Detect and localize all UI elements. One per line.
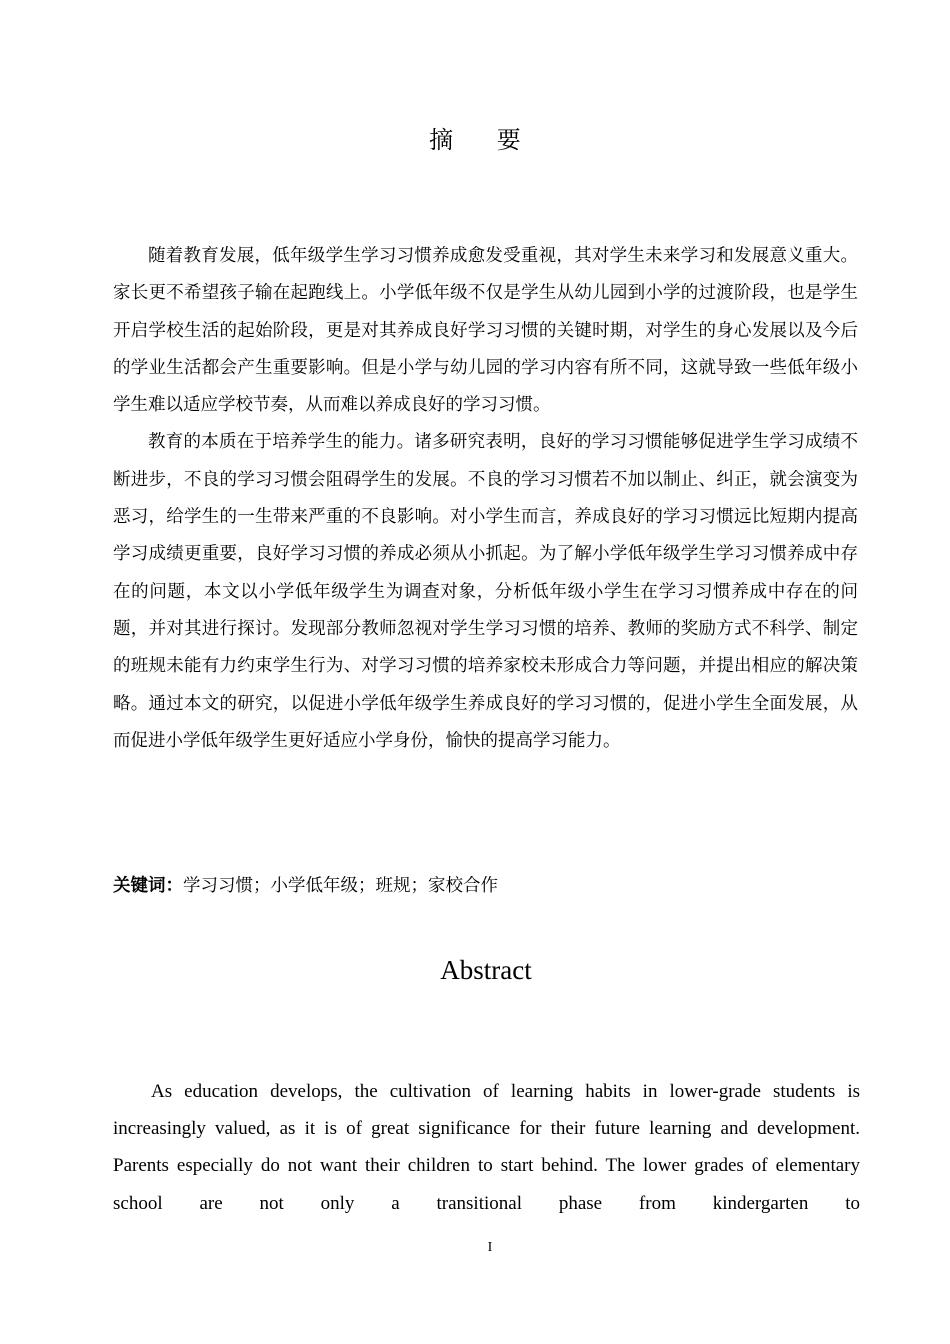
english-abstract-body (113, 1073, 860, 1222)
keywords-label: 关键词： (113, 876, 183, 896)
keywords-line (113, 868, 858, 905)
english-abstract-title: Abstract (440, 955, 532, 985)
page-number: I (487, 1240, 493, 1255)
chinese-abstract-paragraph-1: 随着教育发展，低年级学生学习习惯养成愈发受重视，其对学生未来学习和发展意义重大。家长更不希望孩子输在起跑线上。小学低年级不仅是学生从幼儿园到小学的过渡阶段，也是学生开启学校生活的起始阶段，更是对其养成良好学习习惯的关键时期，对学生的身心发展以及今后的学业生活都会产生重要影响。但是小学与幼儿园的学习内容有所不同，这就导致一些低年级小学生难以适应学校节奏，从而难以养成良好的学习习惯。 (113, 246, 858, 416)
english-abstract-paragraph: As education develops, the cultivation of learning habits in lower-grade students is increasingly valued, as it is of great significance for their future learning and development. Parents especially do not want their children to start behind. The lower grades of elementary school are not only a transitional phase from kindergarten to (113, 1081, 860, 1214)
chinese-abstract-body (113, 238, 858, 760)
keywords-text: 学习习惯；小学低年级；班规；家校合作 (183, 876, 498, 896)
chinese-abstract-title: 摘 要 (429, 126, 539, 154)
chinese-abstract-paragraph-2: 教育的本质在于培养学生的能力。诸多研究表明，良好的学习习惯能够促进学生学习成绩不断进步，不良的学习习惯会阻碍学生的发展。不良的学习习惯若不加以制止、纠正，就会演变为恶习，给学生的一生带来严重的不良影响。对小学生而言，养成良好的学习习惯远比短期内提高学习成绩更重要，良好学习习惯的养成必须从小抓起。为了解小学低年级学生学习习惯养成中存在的问题，本文以小学低年级学生为调查对象，分析低年级小学生在学习习惯养成中存在的问题，并对其进行探讨。发现部分教师忽视对学生学习习惯的培养、教师的奖励方式不科学、制定的班规未能有力约束学生行为、对学习习惯的培养家校未形成合力等问题，并提出相应的解决策略。通过本文的研究，以促进小学低年级学生养成良好的学习习惯的，促进小学生全面发展，从而促进小学低年级学生更好适应小学身份，愉快的提高学习能力。 (113, 432, 858, 751)
